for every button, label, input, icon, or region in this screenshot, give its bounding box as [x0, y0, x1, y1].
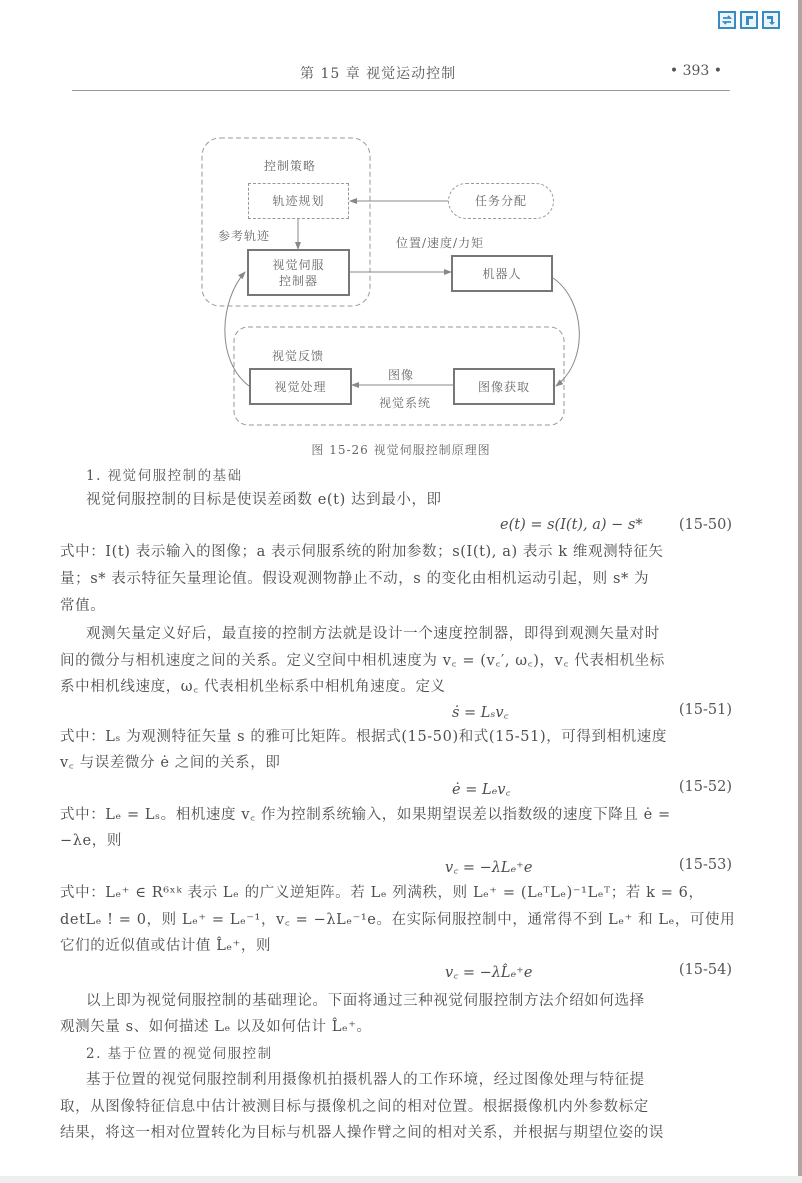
visual-feedback-label: 视觉反馈	[272, 349, 325, 363]
paragraph-line: 观测矢量 s、如何描述 Lₑ 以及如何估计 L̂ₑ⁺。	[60, 1019, 372, 1035]
paragraph-line: 式中：Lₑ = Lₛ。相机速度 v꜀ 作为控制系统输入，如果期望误差以指数级的速度下降且 ė =	[60, 807, 671, 823]
signal-label: 位置/速度/力矩	[396, 236, 485, 250]
section-heading-1: 1. 视觉伺服控制的基础	[86, 468, 243, 484]
equation-15-54	[60, 962, 732, 982]
control-strategy-label: 控制策略	[264, 159, 317, 173]
equation-number: (15-50)	[678, 517, 732, 533]
paragraph-line: 式中：Lₛ 为观测特征矢量 s 的雅可比矩阵。根据式(15-50)和式(15-51)，可得到相机速度	[60, 729, 668, 745]
controller-text-line2: 控制器	[278, 273, 318, 288]
trajectory-planning-text: 轨迹规划	[272, 194, 325, 208]
equation-expression: ė = Lₑv꜀	[452, 782, 511, 798]
paragraph-line: 观测矢量定义好后，最直接的控制方法就是设计一个速度控制器，即得到观测矢量对时	[86, 626, 660, 642]
equation-expression: v꜀ = −λLₑ⁺e	[445, 860, 533, 876]
visual-processing-box	[249, 368, 352, 405]
equation-number: (15-53)	[678, 857, 732, 873]
controller-text-line1: 视觉伺服	[272, 257, 325, 272]
paragraph-line: 基于位置的视觉伺服控制利用摄像机拍摄机器人的工作环境，经过图像处理与特征提	[86, 1072, 645, 1088]
equation-15-50	[60, 517, 732, 537]
reference-trajectory-label: 参考轨迹	[218, 229, 271, 243]
vision-system-label: 视觉系统	[379, 396, 432, 410]
paragraph-line: 系中相机线速度，ω꜀ 代表相机坐标系中相机角速度。定义	[60, 679, 446, 695]
equation-expression: ṡ = Lₛv꜀	[452, 705, 509, 721]
trajectory-planning-box	[248, 183, 349, 219]
task-allocation-text: 任务分配	[474, 194, 527, 208]
equation-number: (15-51)	[678, 702, 732, 718]
chapter-title: 第 15 章 视觉运动控制	[300, 66, 457, 82]
paragraph-line: −λe，则	[60, 833, 122, 849]
equation-15-52	[60, 779, 732, 799]
image-label: 图像	[388, 368, 415, 382]
paragraph-line: 式中：Lₑ⁺ ∈ R⁶ˣᵏ 表示 Lₑ 的广义逆矩阵。若 Lₑ 列满秩，则 Lₑ⁺ = (LₑᵀLₑ)⁻¹Lₑᵀ；若 k = 6，	[60, 885, 704, 901]
image-acquisition-text: 图像获取	[477, 379, 530, 394]
task-allocation-box	[448, 183, 554, 219]
robot-box	[451, 255, 553, 292]
equation-expression: e(t) = s(I(t), a) − s*	[500, 517, 643, 533]
paragraph-line: detLₑ ! = 0，则 Lₑ⁺ = Lₑ⁻¹，v꜀ = −λLₑ⁻¹e。在实际伺服控制中，通常得不到 Lₑ⁺ 和 Lₑ，可使用	[60, 912, 736, 928]
figure-caption: 图 15-26 视觉伺服控制原理图	[311, 443, 491, 457]
section-heading-2: 2. 基于位置的视觉伺服控制	[86, 1046, 273, 1062]
paragraph-line: 视觉伺服控制的目标是使误差函数 e(t) 达到最小，即	[86, 492, 442, 508]
equation-number: (15-52)	[678, 779, 732, 795]
figure-visual-servo-diagram	[0, 0, 802, 470]
paragraph-line: 常值。	[60, 598, 106, 614]
paragraph-line: 它们的近似值或估计值 L̂ₑ⁺，则	[60, 938, 272, 954]
page-number: • 393 •	[669, 63, 722, 79]
viewer-bottom-strip	[0, 1176, 802, 1183]
paragraph-line: 式中：I(t) 表示输入的图像；a 表示伺服系统的附加参数；s(I(t), a) 表示 k 维观测特征矢	[60, 544, 664, 560]
paragraph-line: 量；s* 表示特征矢量理论值。假设观测物静止不动，s 的变化由相机运动引起，则 s* 为	[60, 571, 650, 587]
equation-number: (15-54)	[678, 962, 732, 978]
equation-15-51	[60, 702, 732, 722]
equation-expression: v꜀ = −λL̂ₑ⁺e	[445, 965, 533, 981]
visual-servo-controller-box	[247, 249, 350, 296]
robot-text: 机器人	[482, 266, 522, 281]
paragraph-line: v꜀ 与误差微分 ė 之间的关系，即	[60, 755, 281, 771]
equation-15-53	[60, 857, 732, 877]
paragraph-line: 结果，将这一相对位置转化为目标与机器人操作臂之间的相对关系，并根据与期望位姿的误	[60, 1125, 664, 1141]
paragraph-line: 以上即为视觉伺服控制的基础理论。下面将通过三种视觉伺服控制方法介绍如何选择	[86, 993, 645, 1009]
visual-processing-text: 视觉处理	[274, 379, 327, 394]
image-acquisition-box	[453, 368, 555, 405]
paragraph-line: 间的微分与相机速度之间的关系。定义空间中相机速度为 v꜀ = (v꜀′, ω꜀)，v꜀ 代表相机坐标	[60, 653, 665, 669]
paragraph-line: 取，从图像特征信息中估计被测目标与摄像机之间的相对位置。根据摄像机内外参数标定	[60, 1099, 649, 1115]
